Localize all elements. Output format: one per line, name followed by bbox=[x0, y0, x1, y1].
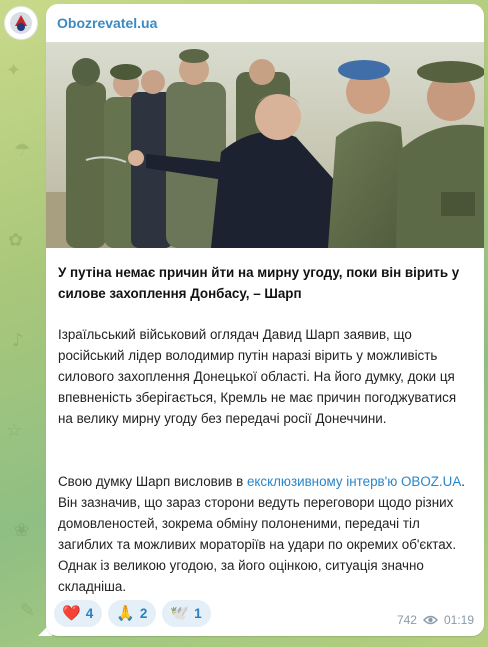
paragraph-2-body: . Він зазначив, що зараз сторони ведуть переговори щодо різних домовленостей, зокрема обміну полоненими, передачі тіл загиблих та можливих мораторіїв на удари по окремих об'єктах. Однак із великою угодою, за його оцінкою, ситуація значно складніша. bbox=[58, 474, 465, 594]
dove-icon: 🕊️ bbox=[170, 604, 190, 622]
message-time: 01:19 bbox=[443, 613, 474, 627]
chat-wallpaper: ✦ ☂ ✿ ♪ ☆ ❀ ✎ bbox=[6, 60, 36, 621]
eye-icon bbox=[423, 615, 438, 625]
folded-hands-icon: 🙏 bbox=[116, 604, 135, 622]
reaction-heart[interactable] bbox=[54, 600, 102, 627]
interview-link[interactable]: ексклюзивному інтерв'ю OBOZ.UA bbox=[246, 474, 462, 489]
channel-avatar[interactable] bbox=[4, 6, 38, 40]
post-paragraph-2 bbox=[58, 471, 474, 597]
message-meta bbox=[397, 613, 474, 627]
reaction-count: 2 bbox=[139, 606, 148, 621]
reaction-folded-hands[interactable] bbox=[108, 600, 156, 627]
paragraph-2-intro: Свою думку Шарп висловив в bbox=[58, 474, 247, 489]
heart-icon: ❤️ bbox=[62, 604, 81, 622]
message-bubble[interactable] bbox=[46, 4, 484, 636]
post-paragraph-1: Ізраїльський військовий оглядач Давид Шарп заявив, що російський лідер володимир путін наразі вірить у можливість силового захоплення Донецької області. На його думку, доки ця впевненість зберігається, Кремль не має причин погоджуватися на велику мирну угоду без передачі росії Донеччини. bbox=[58, 327, 457, 426]
reaction-count: 4 bbox=[85, 606, 94, 621]
reaction-count: 1 bbox=[194, 606, 202, 621]
reactions-bar bbox=[54, 600, 211, 627]
reaction-dove[interactable] bbox=[162, 600, 210, 627]
view-count: 742 bbox=[396, 613, 417, 627]
channel-logo-icon bbox=[6, 8, 36, 38]
post-headline: У путіна немає причин йти на мирну угоду, поки він вірить у силове захоплення Донбасу, – Шарп bbox=[58, 265, 460, 301]
post-photo[interactable] bbox=[46, 42, 484, 248]
channel-name[interactable]: Obozrevatel.ua bbox=[57, 15, 158, 31]
